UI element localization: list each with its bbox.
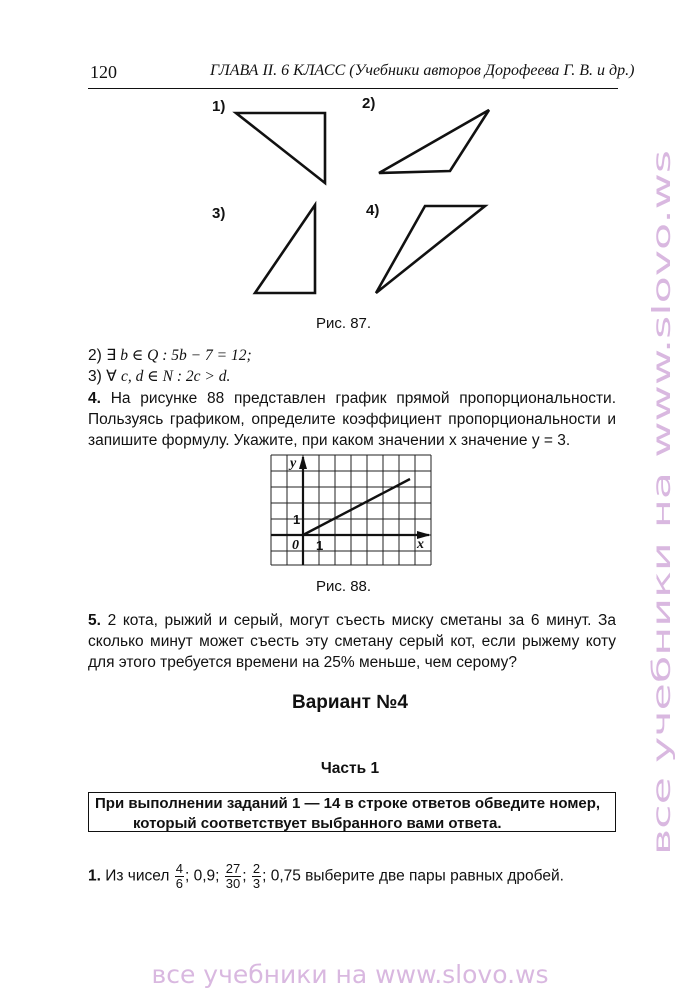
- task-5-number: 5.: [88, 612, 101, 629]
- task-4-text: На рисунке 88 представлен график прямой пропорциональности. Пользуясь графиком, определите коэффициент пропорциональности и запишите формулу. Укажите, при каком значении x значение y = 3.: [88, 390, 617, 449]
- part-title: Часть 1: [320, 760, 380, 777]
- instruction-box: [88, 792, 616, 832]
- task-4-number: 4.: [88, 390, 101, 407]
- fraction-2-3: $\frac{2}{3}$: [252, 861, 261, 891]
- y-unit-label: 1: [293, 512, 301, 527]
- task-1-mid: ; 0,9;: [184, 867, 220, 885]
- fraction-27-30: $\frac{27}{30}$: [225, 861, 241, 891]
- figure-87-caption: Рис. 87.: [316, 315, 372, 332]
- statement-3-math: c, d ∈ N : 2c > d.: [121, 368, 231, 385]
- triangle-label-1: 1): [212, 98, 226, 115]
- task-1-sep: ;: [242, 867, 247, 885]
- task-1-intro: Из чисел: [105, 867, 170, 885]
- instruction-line-1: При выполнении заданий 1 — 14 в строке ответов обведите номер,: [95, 795, 601, 812]
- instruction-line-2: который соответствует выбранного вами ответа.: [133, 815, 502, 832]
- triangle-label-2: 2): [362, 95, 376, 112]
- vertical-watermark: [642, 140, 682, 860]
- statement-3-prefix: 3) ∀: [88, 368, 117, 385]
- triangle-label-4: 4): [366, 202, 380, 219]
- statement-2-prefix: 2) ∃: [88, 347, 116, 364]
- vertical-watermark-text: все учебники на www.slovo.ws: [647, 458, 676, 855]
- variant-title: Вариант №4: [292, 692, 408, 713]
- page-number: 120: [90, 62, 117, 82]
- y-axis-label: y: [290, 456, 297, 471]
- task-5-text: 2 кота, рыжий и серый, могут съесть миску сметаны за 6 минут. За сколько минут может съесть эту сметану серый кот, если рыжему коту для этого требуется времени на 25% меньше, чем серому?: [88, 612, 617, 671]
- task-1: [88, 862, 564, 891]
- task-1-number: 1.: [88, 867, 101, 885]
- task-1-outro: ; 0,75 выберите две пары равных дробей.: [262, 867, 564, 885]
- figure-88-caption: Рис. 88.: [316, 578, 372, 595]
- running-header: ГЛАВА II. 6 КЛАСС (Учебники авторов Дорофеева Г. В. и др.): [210, 62, 635, 79]
- y-axis-arrow: [299, 455, 307, 469]
- statement-2-math: b ∈ Q : 5b − 7 = 12;: [120, 347, 252, 364]
- origin-label: 0: [292, 538, 299, 553]
- bottom-watermark: все учебники на www.slovo.ws: [151, 960, 549, 989]
- x-axis-label: x: [417, 537, 424, 552]
- triangle-label-3: 3): [212, 205, 226, 222]
- fraction-4-6: $\frac{4}{6}$: [175, 861, 183, 891]
- x-unit-label: 1: [316, 538, 324, 553]
- task-5: [88, 610, 616, 673]
